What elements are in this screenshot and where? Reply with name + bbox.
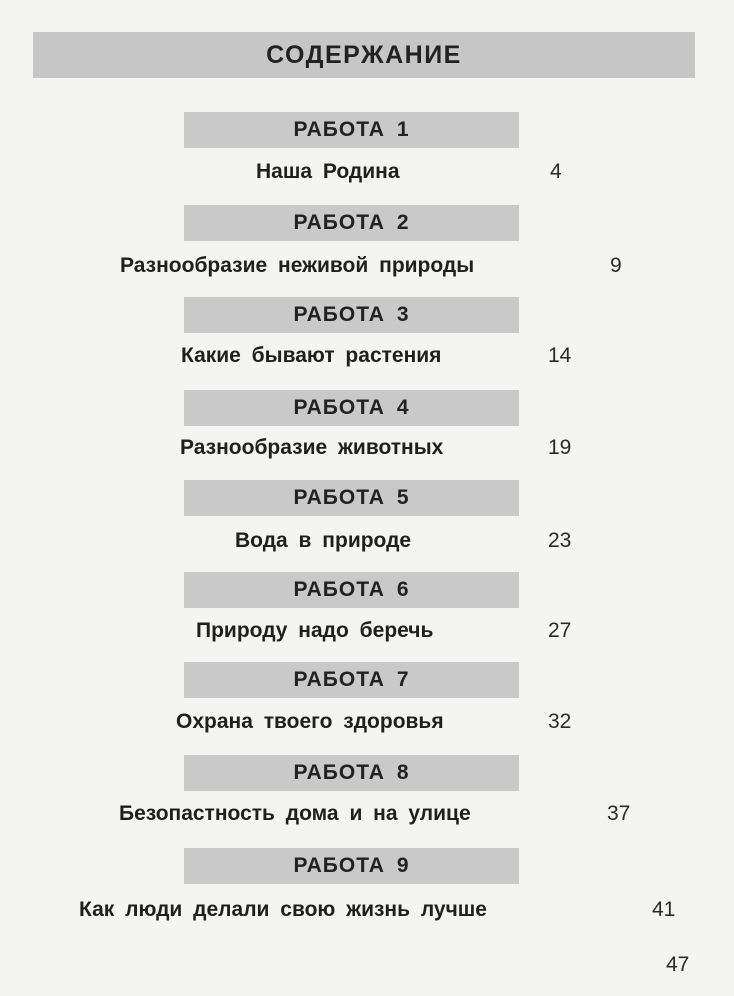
page-number: 47 — [666, 953, 690, 976]
toc-entry-title: Разнообразие неживой природы — [120, 254, 475, 277]
contents-heading: СОДЕРЖАНИЕ — [33, 32, 695, 78]
work-1-header — [184, 112, 519, 148]
toc-entry-title: Вода в природе — [235, 529, 412, 552]
toc-entry-7[interactable] — [176, 707, 596, 737]
toc-entry-8[interactable] — [119, 799, 639, 829]
work-label: РАБОТА — [293, 396, 385, 419]
toc-entry-title: Разнообразие животных — [180, 436, 444, 459]
toc-entry-5[interactable] — [235, 526, 595, 556]
work-7-header — [184, 662, 519, 698]
work-label: РАБОТА — [293, 211, 385, 234]
toc-entry-title: Как люди делали свою жизнь лучше — [79, 898, 487, 921]
work-number: 1 — [396, 118, 410, 141]
toc-entry-3[interactable] — [181, 341, 601, 371]
work-number: 9 — [396, 854, 410, 877]
work-number: 3 — [396, 303, 410, 326]
toc-entry-title: Охрана твоего здоровья — [176, 710, 444, 733]
toc-entry-page: 4 — [550, 160, 562, 183]
work-3-header — [184, 297, 519, 333]
toc-entry-1[interactable] — [256, 157, 576, 187]
work-label: РАБОТА — [293, 668, 385, 691]
work-label: РАБОТА — [293, 854, 385, 877]
toc-entry-page: 27 — [548, 619, 572, 642]
work-label: РАБОТА — [293, 761, 385, 784]
toc-entry-page: 14 — [548, 344, 572, 367]
work-label: РАБОТА — [293, 118, 385, 141]
work-2-header — [184, 205, 519, 241]
work-number: 5 — [396, 486, 410, 509]
toc-entry-title: Наша Родина — [256, 160, 400, 183]
work-8-header — [184, 755, 519, 791]
toc-entry-title: Безопастность дома и на улице — [119, 802, 471, 825]
work-number: 8 — [396, 761, 410, 784]
toc-entry-page: 9 — [610, 254, 622, 277]
work-4-header — [184, 390, 519, 426]
work-label: РАБОТА — [293, 486, 385, 509]
work-number: 6 — [396, 578, 410, 601]
work-5-header — [184, 480, 519, 516]
toc-entry-page: 19 — [548, 436, 572, 459]
toc-entry-page: 32 — [548, 710, 572, 733]
toc-entry-page: 23 — [548, 529, 572, 552]
toc-entry-page: 37 — [607, 802, 631, 825]
toc-entry-2[interactable] — [120, 251, 640, 281]
toc-entry-4[interactable] — [180, 433, 600, 463]
work-number: 7 — [396, 668, 410, 691]
toc-entry-title: Природу надо беречь — [196, 619, 434, 642]
toc-entry-title: Какие бывают растения — [181, 344, 442, 367]
work-9-header — [184, 848, 519, 884]
work-6-header — [184, 572, 519, 608]
work-label: РАБОТА — [293, 578, 385, 601]
toc-entry-page: 41 — [652, 898, 676, 921]
work-label: РАБОТА — [293, 303, 385, 326]
toc-entry-6[interactable] — [196, 616, 596, 646]
work-number: 2 — [396, 211, 410, 234]
toc-entry-9[interactable] — [79, 895, 689, 925]
work-number: 4 — [396, 396, 410, 419]
